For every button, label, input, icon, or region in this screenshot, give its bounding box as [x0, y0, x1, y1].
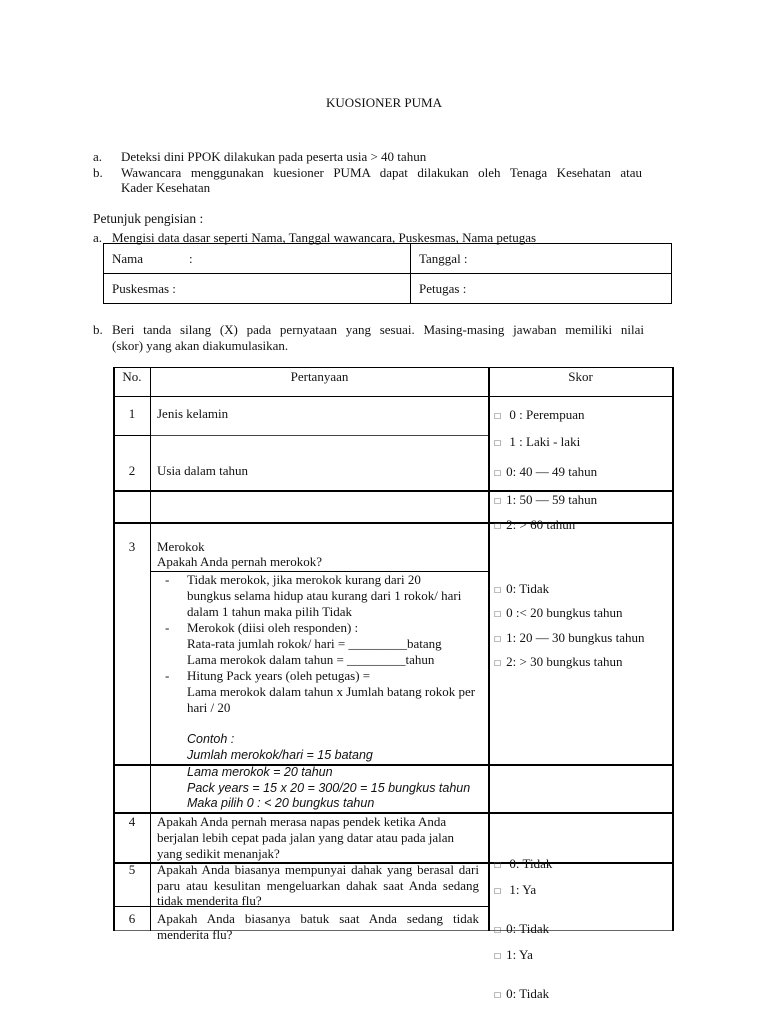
- checkbox-icon: ☐: [494, 439, 502, 448]
- checkbox-icon: ☐: [494, 412, 502, 421]
- q3-b1-line2: bungkus selama hidup atau kurang dari 1 rokok/ hari: [187, 588, 462, 603]
- petugas-field[interactable]: [411, 274, 672, 304]
- q3-number: 3: [128, 539, 136, 554]
- checkbox-icon: ☐: [494, 586, 502, 595]
- q3-example-line1: Jumlah merokok/hari = 15 batang: [187, 748, 373, 762]
- q3-bullet-1: -: [165, 572, 170, 587]
- q3-b3-line2: Lama merokok dalam tahun x Jumlah batang rokok per: [187, 684, 476, 699]
- nama-label: Nama: [112, 250, 144, 266]
- checkbox-icon: ☐: [494, 469, 502, 478]
- checkbox-icon: ☐: [494, 610, 502, 619]
- checkbox-icon: ☐: [494, 635, 502, 644]
- opt-merokok-3[interactable]: ☐ 2: > 30 bungkus tahun: [494, 654, 623, 669]
- q1-text: Jenis kelamin: [157, 406, 229, 421]
- document-title: KUOSIONER PUMA: [326, 95, 442, 110]
- q3-b2-line1: Merokok (diisi oleh responden) :: [187, 620, 359, 635]
- checkbox-icon: ☐: [494, 952, 502, 961]
- checkbox-icon: ☐: [494, 991, 502, 1000]
- q3-bullet-3: -: [165, 668, 170, 683]
- q3-example-line4: Maka pilih 0 : < 20 bungkus tahun: [187, 796, 375, 810]
- q6-number: 6: [128, 911, 136, 926]
- q5-number: 5: [128, 862, 136, 877]
- q1-number: 1: [128, 406, 136, 421]
- q3-example-heading: Contoh :: [187, 732, 235, 746]
- opt-usia-0[interactable]: ☐ 0: 40 — 49 tahun: [494, 464, 598, 479]
- q5-line1: Apakah Anda biasanya mempunyai dahak yang berasal dari: [157, 862, 479, 877]
- header-skor: Skor: [568, 369, 593, 384]
- q3-b3-line3: hari / 20: [187, 700, 231, 715]
- opt-q4-tidak[interactable]: ☐ 0: Tidak: [494, 856, 553, 871]
- intro-text-a: Deteksi dini PPOK dilakukan pada peserta usia > 40 tahun: [121, 149, 427, 164]
- identity-table: [103, 243, 672, 304]
- petunjuk-marker-b: b.: [93, 322, 103, 337]
- q4-line2: berjalan lebih cepat pada jalan yang datar atau pada jalan: [157, 830, 455, 845]
- petunjuk-text-b: Beri tanda silang (X) pada pernyataan yang sesuai. Masing-masing jawaban memiliki nilai: [112, 322, 644, 337]
- q4-number: 4: [128, 814, 136, 829]
- petunjuk-text-b-cont: (skor) yang akan diakumulasikan.: [112, 338, 289, 353]
- q4-line1: Apakah Anda pernah merasa napas pendek ketika Anda: [157, 814, 447, 829]
- q5-line2: paru atau kesulitan mengeluarkan dahak saat Anda sedang: [157, 878, 479, 893]
- nama-field[interactable]: [104, 244, 411, 274]
- petunjuk-heading: Petunjuk pengisian :: [93, 211, 204, 226]
- checkbox-icon: ☐: [494, 497, 502, 506]
- opt-q4-ya[interactable]: ☐ 1: Ya: [494, 882, 537, 897]
- opt-merokok-0[interactable]: ☐ 0: Tidak: [494, 581, 550, 596]
- petugas-label: Petugas :: [419, 280, 467, 296]
- intro-marker-b: b.: [93, 165, 103, 180]
- opt-merokok-1[interactable]: ☐ 0 :< 20 bungkus tahun: [494, 605, 623, 620]
- tanggal-field[interactable]: [411, 244, 672, 274]
- q2-text: Usia dalam tahun: [157, 463, 248, 478]
- q6-line1: Apakah Anda biasanya batuk saat Anda sedang tidak: [157, 911, 479, 926]
- q4-line3: yang sedikit menanjak?: [157, 846, 280, 861]
- opt-perempuan[interactable]: ☐ 0 : Perempuan: [494, 407, 585, 422]
- opt-merokok-2[interactable]: ☐ 1: 20 — 30 bungkus tahun: [494, 630, 645, 645]
- checkbox-icon: ☐: [494, 861, 502, 870]
- q3-title: Merokok: [157, 539, 205, 554]
- q3-b2-line3: Lama merokok dalam tahun = _________tahun: [187, 652, 435, 667]
- opt-q5-ya[interactable]: ☐ 1: Ya: [494, 947, 533, 962]
- petunjuk-marker-a: a.: [93, 230, 103, 245]
- opt-q6-tidak[interactable]: ☐ 0: Tidak: [494, 986, 550, 1001]
- q3-b1-line1: Tidak merokok, jika merokok kurang dari 20: [187, 572, 421, 587]
- q3-bullet-2: -: [165, 620, 170, 635]
- checkbox-icon: ☐: [494, 522, 502, 531]
- puskesmas-field[interactable]: [104, 274, 411, 304]
- tanggal-label: Tanggal :: [419, 250, 468, 266]
- q3-question: Apakah Anda pernah merokok?: [157, 554, 322, 569]
- opt-q5-tidak[interactable]: ☐ 0: Tidak: [494, 921, 550, 936]
- q6-line2: menderita flu?: [157, 927, 233, 942]
- q3-b2-line2: Rata-rata jumlah rokok/ hari = _________batang: [187, 636, 442, 651]
- header-no: No.: [122, 369, 142, 384]
- intro-text-b-cont: Kader Kesehatan: [121, 180, 211, 195]
- q2-number: 2: [128, 463, 136, 478]
- q3-b1-line3: dalam 1 tahun maka pilih Tidak: [187, 604, 353, 619]
- checkbox-icon: ☐: [494, 926, 502, 935]
- header-pertanyaan: Pertanyaan: [290, 369, 349, 384]
- intro-text-b: Wawancara menggunakan kuesioner PUMA dapat dilakukan oleh Tenaga Kesehatan atau: [121, 165, 642, 180]
- nama-colon: :: [189, 250, 193, 266]
- q3-b3-line1: Hitung Pack years (oleh petugas) =: [187, 668, 371, 683]
- checkbox-icon: ☐: [494, 659, 502, 668]
- opt-usia-1[interactable]: ☐ 1: 50 — 59 tahun: [494, 492, 598, 507]
- intro-marker-a: a.: [93, 149, 103, 164]
- opt-usia-2[interactable]: ☐ 2: > 60 tahun: [494, 517, 576, 532]
- q3-example-line3: Pack years = 15 x 20 = 300/20 = 15 bungkus tahun: [187, 781, 471, 795]
- q3-example-line2: Lama merokok = 20 tahun: [187, 765, 333, 779]
- puskesmas-label: Puskesmas :: [112, 280, 176, 296]
- checkbox-icon: ☐: [494, 887, 502, 896]
- opt-laki[interactable]: ☐ 1 : Laki - laki: [494, 434, 581, 449]
- q5-line3: tidak menderita flu?: [157, 893, 262, 908]
- petunjuk-text-a: Mengisi data dasar seperti Nama, Tanggal wawancara, Puskesmas, Nama petugas: [112, 230, 537, 245]
